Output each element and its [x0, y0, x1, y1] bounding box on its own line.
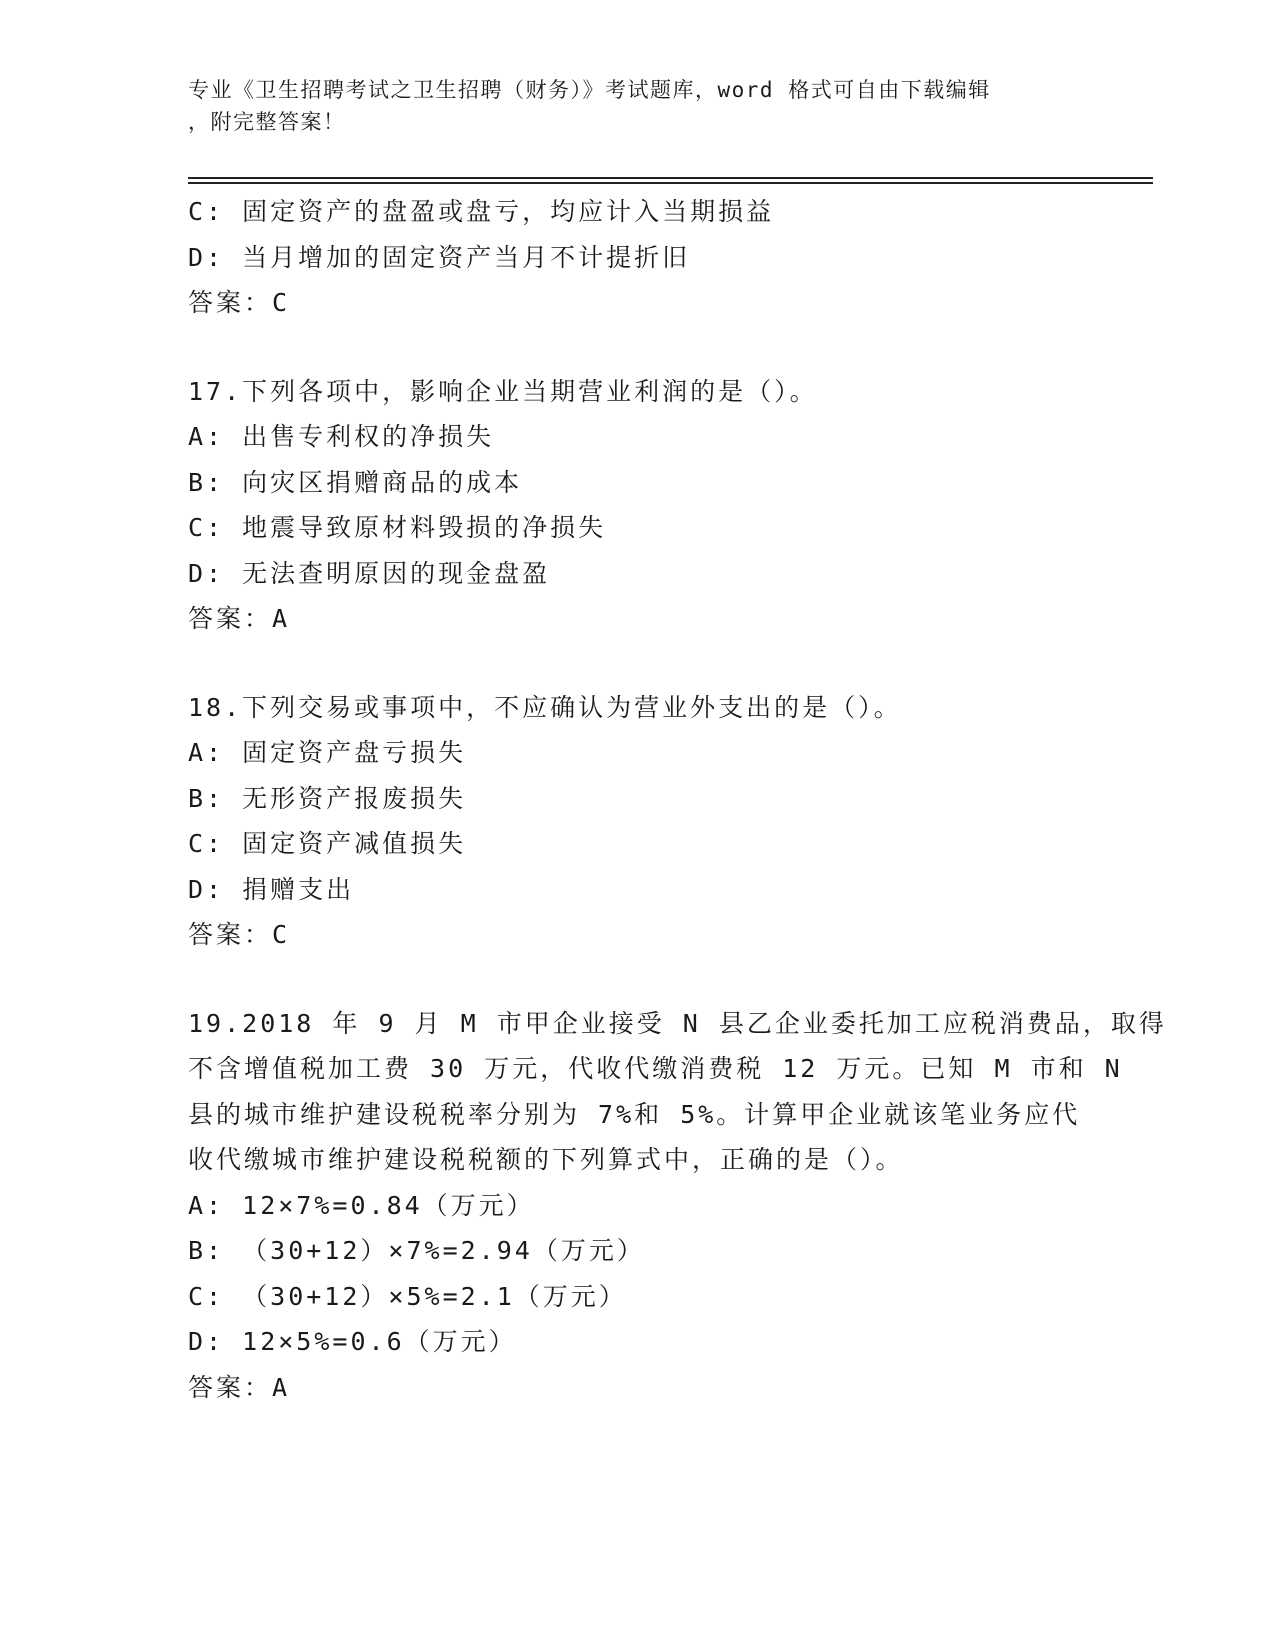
spacer [188, 958, 1088, 1001]
option-a: A: 出售专利权的净损失 [188, 422, 495, 451]
question-stem: 17.下列各项中，影响企业当期营业利润的是（）。 [188, 376, 818, 406]
question-18 [188, 685, 1088, 958]
option-b: B: 无形资产报废损失 [188, 783, 467, 813]
header-divider-top [188, 177, 1153, 179]
question-stem: 18.下列交易或事项中，不应确认为营业外支出的是（）。 [188, 692, 902, 722]
answer-line: 答案：A [188, 1372, 291, 1402]
answer-line: 答案：C [188, 920, 291, 949]
option-a: A: 固定资产盘亏损失 [188, 738, 467, 767]
question-stem-line-3: 县的城市维护建设税税率分别为 7%和 5%。计算甲企业就该笔业务应代 [188, 1099, 1081, 1129]
option-b: B: （30+12）×7%=2.94（万元） [188, 1236, 645, 1265]
option-c: C: 固定资产的盘盈或盘亏，均应计入当期损益 [188, 197, 775, 226]
question-list [188, 189, 1167, 1410]
option-b: B: 向灾区捐赠商品的成本 [188, 467, 523, 497]
question-stem-line-1: 19.2018 年 9 月 M 市甲企业接受 N 县乙企业委托加工应税消费品，取得 [188, 1008, 1167, 1038]
header-title-line-1: 专业《卫生招聘考试之卫生招聘（财务）》考试题库，word 格式可自由下载编辑 [188, 78, 991, 102]
question-17 [188, 369, 1088, 642]
question-19 [188, 1001, 1167, 1411]
option-d: D: 12×5%=0.6（万元） [188, 1327, 517, 1356]
header-divider-bottom [188, 182, 1153, 184]
spacer [188, 642, 1088, 685]
option-c: C: 地震导致原材料毁损的净损失 [188, 513, 607, 542]
answer-line: 答案：C [188, 288, 291, 317]
option-d: D: 捐赠支出 [188, 874, 355, 904]
question-stem-line-4: 收代缴城市维护建设税税额的下列算式中，正确的是（）。 [188, 1145, 904, 1174]
question-16-tail [188, 189, 1088, 326]
header-title-line-2: ，附完整答案！ [188, 110, 346, 134]
option-d: D: 无法查明原因的现金盘盈 [188, 558, 551, 588]
spacer [188, 326, 1088, 369]
option-c: C: 固定资产减值损失 [188, 829, 467, 858]
answer-line: 答案：A [188, 604, 291, 633]
question-stem-line-2: 不含增值税加工费 30 万元，代收代缴消费税 12 万元。已知 M 市和 N [188, 1054, 1123, 1083]
option-c: C: （30+12）×5%=2.1（万元） [188, 1281, 627, 1311]
option-a: A: 12×7%=0.84（万元） [188, 1190, 535, 1220]
option-d: D: 当月增加的固定资产当月不计提折旧 [188, 242, 691, 272]
document-header [188, 74, 1068, 138]
